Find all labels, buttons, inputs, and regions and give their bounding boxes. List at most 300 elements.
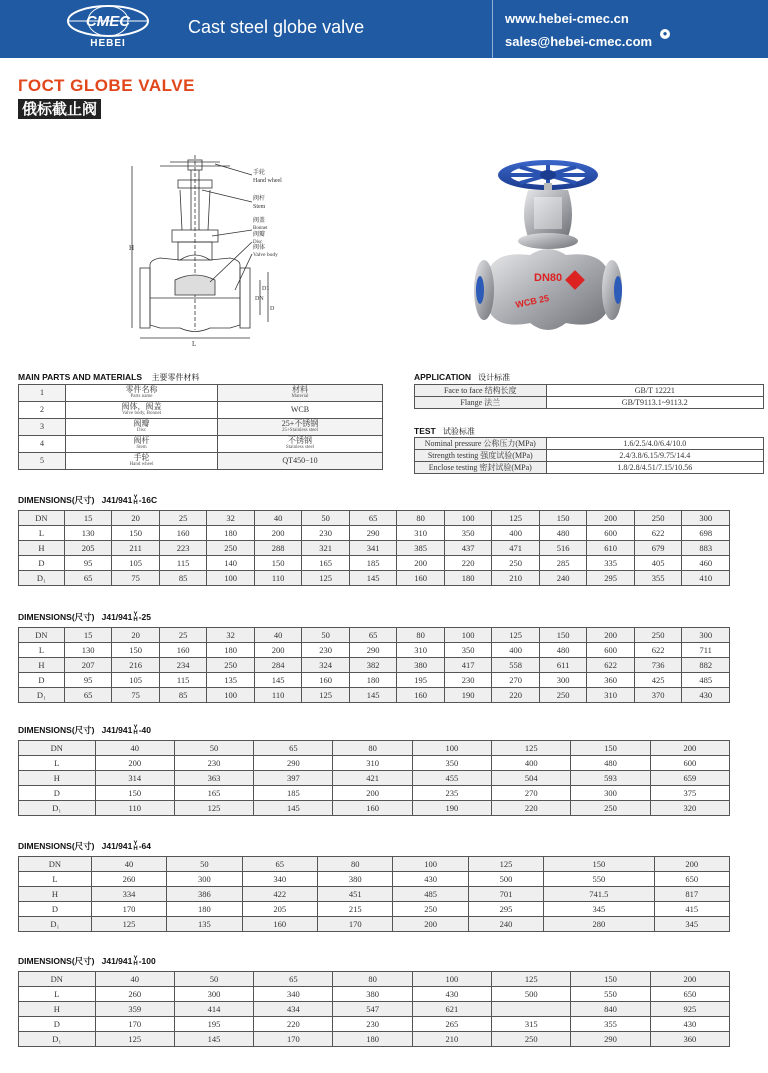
table-cell: 100 bbox=[444, 511, 492, 526]
parts-row bbox=[19, 385, 383, 402]
dimensions-heading bbox=[18, 724, 151, 736]
table-cell: 315 bbox=[492, 1017, 571, 1032]
parts-heading bbox=[18, 372, 199, 383]
table-cell: 340 bbox=[254, 987, 333, 1002]
parts-mat-en: Stainless steel bbox=[285, 445, 315, 450]
table-row bbox=[19, 771, 730, 786]
table-cell: 310 bbox=[397, 643, 445, 658]
table-cell: 295 bbox=[587, 571, 635, 586]
table-cell: 622 bbox=[634, 526, 682, 541]
dimensions-pressure: -64 bbox=[138, 841, 151, 851]
table-cell: 250 bbox=[539, 688, 587, 703]
table-cell: 50 bbox=[302, 511, 350, 526]
table-cell: 211 bbox=[112, 541, 160, 556]
parts-mat-cell bbox=[218, 385, 383, 402]
table-cell: 150 bbox=[571, 972, 650, 987]
table-cell: 550 bbox=[544, 872, 654, 887]
table-cell: 230 bbox=[174, 756, 253, 771]
table-cell: 314 bbox=[95, 771, 174, 786]
parts-mat: 不锈钢 bbox=[288, 436, 312, 445]
table-cell: 150 bbox=[571, 741, 650, 756]
parts-name: 阀体，阀盖 bbox=[121, 402, 162, 411]
table-cell: 280 bbox=[544, 917, 654, 932]
dimensions-sup: Y bbox=[133, 494, 138, 501]
table-cell: 250 bbox=[634, 511, 682, 526]
table-cell: 288 bbox=[254, 541, 302, 556]
dimensions-model: J41/941 bbox=[101, 725, 133, 735]
table-cell: 50 bbox=[174, 741, 253, 756]
table-cell: 130 bbox=[64, 526, 112, 541]
table-cell: 434 bbox=[254, 1002, 333, 1017]
table-cell: 370 bbox=[634, 688, 682, 703]
table-cell: 300 bbox=[539, 673, 587, 688]
table-cell: 190 bbox=[412, 801, 491, 816]
table-cell: 622 bbox=[587, 658, 635, 673]
website-link[interactable]: www.hebei-cmec.cn bbox=[505, 11, 629, 26]
table-row bbox=[19, 673, 730, 688]
parts-name: 阀杆 bbox=[133, 436, 150, 445]
table-cell: 160 bbox=[397, 571, 445, 586]
dimensions-sup: Y bbox=[133, 724, 138, 731]
dimensions-model-suffix bbox=[133, 957, 137, 967]
table-cell: 290 bbox=[349, 526, 397, 541]
test-key: Nominal pressure 公称压力(MPa) bbox=[415, 438, 547, 450]
table-cell: 600 bbox=[587, 526, 635, 541]
table-cell: 65 bbox=[254, 741, 333, 756]
table-cell: 40 bbox=[254, 511, 302, 526]
row-header: DN bbox=[19, 741, 96, 756]
table-cell: 321 bbox=[302, 541, 350, 556]
table-cell: 20 bbox=[112, 511, 160, 526]
table-cell: 320 bbox=[650, 801, 729, 816]
table-cell: 679 bbox=[634, 541, 682, 556]
table-row bbox=[19, 511, 730, 526]
table-row bbox=[19, 628, 730, 643]
parts-no: 1 bbox=[19, 385, 66, 402]
table-row bbox=[19, 1017, 730, 1032]
parts-no: 2 bbox=[19, 402, 66, 419]
table-cell: 150 bbox=[539, 628, 587, 643]
table-cell: 150 bbox=[95, 786, 174, 801]
table-cell: 430 bbox=[682, 688, 730, 703]
table-cell: 160 bbox=[302, 673, 350, 688]
row-header: H bbox=[19, 771, 96, 786]
table-cell: 240 bbox=[539, 571, 587, 586]
table-row bbox=[19, 1032, 730, 1047]
table-cell: 290 bbox=[254, 756, 333, 771]
row-header: H bbox=[19, 541, 65, 556]
table-cell: 250 bbox=[393, 902, 468, 917]
test-value: 1.8/2.8/4.51/7.15/10.56 bbox=[546, 462, 763, 474]
table-cell: 363 bbox=[174, 771, 253, 786]
table-cell: 471 bbox=[492, 541, 540, 556]
table-cell: 250 bbox=[634, 628, 682, 643]
table-cell: 80 bbox=[397, 628, 445, 643]
table-cell: 290 bbox=[349, 643, 397, 658]
parts-row bbox=[19, 419, 383, 436]
table-cell: 310 bbox=[333, 756, 412, 771]
table-cell: 430 bbox=[393, 872, 468, 887]
table-cell: 180 bbox=[207, 526, 255, 541]
table-cell: 125 bbox=[174, 801, 253, 816]
table-cell: 260 bbox=[91, 872, 166, 887]
table-cell: 215 bbox=[318, 902, 393, 917]
table-row bbox=[19, 571, 730, 586]
parts-mat-cell bbox=[218, 402, 383, 419]
application-value: GB/T 12221 bbox=[546, 385, 763, 397]
table-cell: 417 bbox=[444, 658, 492, 673]
table-cell: 350 bbox=[444, 643, 492, 658]
table-cell: 300 bbox=[167, 872, 242, 887]
table-row bbox=[19, 658, 730, 673]
table-cell: 817 bbox=[654, 887, 729, 902]
table-cell: 300 bbox=[682, 628, 730, 643]
table-cell: 260 bbox=[95, 987, 174, 1002]
row-header: DN bbox=[19, 972, 96, 987]
row-header: L bbox=[19, 756, 96, 771]
table-cell: 180 bbox=[333, 1032, 412, 1047]
table-cell: 375 bbox=[650, 786, 729, 801]
table-cell: 40 bbox=[254, 628, 302, 643]
table-cell: 195 bbox=[174, 1017, 253, 1032]
dimensions-model: J41/941 bbox=[101, 956, 133, 966]
row-header: D₁ bbox=[19, 801, 96, 816]
table-cell: 250 bbox=[492, 1032, 571, 1047]
table-cell: 205 bbox=[242, 902, 317, 917]
table-cell: 216 bbox=[112, 658, 160, 673]
table-cell: 150 bbox=[544, 857, 654, 872]
table-cell: 840 bbox=[571, 1002, 650, 1017]
table-cell: 210 bbox=[412, 1032, 491, 1047]
table-cell: 480 bbox=[571, 756, 650, 771]
table-cell: 50 bbox=[174, 972, 253, 987]
dimensions-sub: H bbox=[133, 845, 138, 852]
parts-no: 3 bbox=[19, 419, 66, 436]
table-cell: 386 bbox=[167, 887, 242, 902]
row-header: D bbox=[19, 673, 65, 688]
row-header: D₁ bbox=[19, 571, 65, 586]
table-cell: 380 bbox=[318, 872, 393, 887]
dimensions-sub: H bbox=[133, 729, 138, 736]
table-cell: 359 bbox=[95, 1002, 174, 1017]
table-cell: 150 bbox=[112, 526, 160, 541]
row-header: D bbox=[19, 556, 65, 571]
table-cell: 600 bbox=[650, 756, 729, 771]
table-cell: 160 bbox=[242, 917, 317, 932]
table-cell: 701 bbox=[468, 887, 543, 902]
table-cell: 355 bbox=[634, 571, 682, 586]
dimensions-model: J41/941 bbox=[101, 841, 133, 851]
table-cell: 485 bbox=[682, 673, 730, 688]
row-header: D bbox=[19, 786, 96, 801]
table-cell: 400 bbox=[492, 756, 571, 771]
dim-label-dn: DN bbox=[255, 296, 264, 302]
parts-row bbox=[19, 436, 383, 453]
dimensions-sup: Y bbox=[133, 840, 138, 847]
table-cell: 160 bbox=[159, 643, 207, 658]
table-row bbox=[19, 987, 730, 1002]
table-cell: 185 bbox=[254, 786, 333, 801]
email-link[interactable]: sales@hebei-cmec.com bbox=[505, 34, 653, 49]
parts-name-en: Hand wheel bbox=[129, 462, 154, 467]
dimensions-table bbox=[18, 971, 730, 1047]
test-value: 2.4/3.8/6.15/9.75/14.4 bbox=[546, 450, 763, 462]
table-cell: 145 bbox=[349, 688, 397, 703]
table-cell: 230 bbox=[333, 1017, 412, 1032]
table-cell: 600 bbox=[587, 643, 635, 658]
table-cell: 32 bbox=[207, 511, 255, 526]
logo-text: HEBEI bbox=[90, 38, 126, 49]
row-header: DN bbox=[19, 511, 65, 526]
table-cell: 430 bbox=[412, 987, 491, 1002]
table-cell: 220 bbox=[254, 1017, 333, 1032]
label-stem-en: Stem bbox=[253, 204, 266, 210]
dot-icon: ● bbox=[660, 29, 670, 39]
dimensions-heading bbox=[18, 840, 151, 852]
table-cell: 250 bbox=[492, 556, 540, 571]
page-title-cn: 俄标截止阀 bbox=[18, 99, 101, 119]
row-header: D₁ bbox=[19, 688, 65, 703]
table-cell: 650 bbox=[650, 987, 729, 1002]
table-row bbox=[19, 756, 730, 771]
label-bonnet-en: Bonnet bbox=[253, 226, 268, 231]
table-row bbox=[19, 872, 730, 887]
parts-mat: 25+不锈钢 bbox=[281, 419, 319, 428]
table-cell: 110 bbox=[95, 801, 174, 816]
table-cell: 65 bbox=[64, 571, 112, 586]
parts-mat-cell bbox=[218, 419, 383, 436]
table-cell: 341 bbox=[349, 541, 397, 556]
table-row bbox=[19, 786, 730, 801]
table-cell: 145 bbox=[174, 1032, 253, 1047]
table-cell: 270 bbox=[492, 786, 571, 801]
dimensions-table bbox=[18, 627, 730, 703]
row-header: L bbox=[19, 526, 65, 541]
table-cell: 65 bbox=[349, 511, 397, 526]
application-title: APPLICATION bbox=[414, 372, 471, 382]
table-cell: 50 bbox=[302, 628, 350, 643]
table-cell: 210 bbox=[492, 571, 540, 586]
dimensions-sup: Y bbox=[133, 611, 138, 618]
table-cell: 115 bbox=[159, 556, 207, 571]
dim-label-d: D bbox=[270, 306, 275, 312]
table-cell: 145 bbox=[349, 571, 397, 586]
table-cell: 334 bbox=[91, 887, 166, 902]
table-cell: 741.5 bbox=[544, 887, 654, 902]
table-cell: 736 bbox=[634, 658, 682, 673]
parts-name: 手轮 bbox=[133, 453, 150, 462]
table-cell: 925 bbox=[650, 1002, 729, 1017]
table-cell: 223 bbox=[159, 541, 207, 556]
table-cell: 110 bbox=[254, 688, 302, 703]
dimensions-label: DIMENSIONS(尺寸) bbox=[18, 725, 95, 735]
dimensions-table bbox=[18, 510, 730, 586]
table-cell: 485 bbox=[393, 887, 468, 902]
table-cell: 65 bbox=[242, 857, 317, 872]
table-cell: 125 bbox=[468, 857, 543, 872]
dimensions-pressure: -25 bbox=[138, 612, 151, 622]
table-cell: 40 bbox=[91, 857, 166, 872]
table-cell: 711 bbox=[682, 643, 730, 658]
table-cell: 455 bbox=[412, 771, 491, 786]
table-cell: 125 bbox=[492, 741, 571, 756]
row-header: L bbox=[19, 643, 65, 658]
table-cell: 414 bbox=[174, 1002, 253, 1017]
table-cell: 547 bbox=[333, 1002, 412, 1017]
table-cell: 105 bbox=[112, 673, 160, 688]
table-cell: 200 bbox=[654, 857, 729, 872]
table-cell: 250 bbox=[207, 658, 255, 673]
table-cell: 451 bbox=[318, 887, 393, 902]
dimensions-sub: H bbox=[133, 960, 138, 967]
table-cell: 170 bbox=[254, 1032, 333, 1047]
test-row bbox=[415, 438, 764, 450]
test-key: Strength testing 强度试验(MPa) bbox=[415, 450, 547, 462]
row-header: D bbox=[19, 1017, 96, 1032]
table-cell: 125 bbox=[91, 917, 166, 932]
table-cell: 145 bbox=[254, 673, 302, 688]
parts-name-cell bbox=[66, 402, 218, 419]
dim-label-h: H bbox=[129, 244, 135, 252]
application-heading bbox=[414, 372, 510, 383]
test-key: Enclose testing 密封试验(MPa) bbox=[415, 462, 547, 474]
dimensions-label: DIMENSIONS(尺寸) bbox=[18, 495, 95, 505]
table-cell: 360 bbox=[587, 673, 635, 688]
table-cell: 190 bbox=[444, 688, 492, 703]
table-cell: 400 bbox=[492, 526, 540, 541]
parts-no: 5 bbox=[19, 453, 66, 470]
parts-mat-cell bbox=[218, 436, 383, 453]
table-row bbox=[19, 1002, 730, 1017]
table-cell: 405 bbox=[634, 556, 682, 571]
table-cell: 650 bbox=[654, 872, 729, 887]
table-cell: 160 bbox=[159, 526, 207, 541]
table-cell: 85 bbox=[159, 688, 207, 703]
application-row bbox=[415, 385, 764, 397]
table-cell: 100 bbox=[444, 628, 492, 643]
table-cell: 400 bbox=[492, 643, 540, 658]
parts-row bbox=[19, 453, 383, 470]
table-cell: 500 bbox=[492, 987, 571, 1002]
table-cell: 883 bbox=[682, 541, 730, 556]
table-cell: 285 bbox=[539, 556, 587, 571]
table-cell: 80 bbox=[397, 511, 445, 526]
dimensions-model-suffix bbox=[133, 842, 137, 852]
label-disc-en: Disc bbox=[253, 240, 263, 245]
table-cell: 220 bbox=[492, 801, 571, 816]
table-cell: 345 bbox=[654, 917, 729, 932]
dimensions-sup: Y bbox=[133, 955, 138, 962]
table-cell: 140 bbox=[207, 556, 255, 571]
dimensions-table bbox=[18, 740, 730, 816]
row-header: D₁ bbox=[19, 1032, 96, 1047]
table-cell: 516 bbox=[539, 541, 587, 556]
table-cell: 230 bbox=[302, 526, 350, 541]
table-cell: 125 bbox=[492, 972, 571, 987]
table-cell: 335 bbox=[587, 556, 635, 571]
technical-drawing bbox=[120, 150, 320, 350]
table-cell: 160 bbox=[333, 801, 412, 816]
label-body-en: Valve body bbox=[253, 252, 278, 258]
table-cell: 504 bbox=[492, 771, 571, 786]
table-cell: 50 bbox=[167, 857, 242, 872]
table-cell: 460 bbox=[682, 556, 730, 571]
table-cell: 100 bbox=[393, 857, 468, 872]
table-cell: 250 bbox=[571, 801, 650, 816]
logo-brand: CMEC bbox=[85, 13, 131, 30]
table-cell: 40 bbox=[95, 741, 174, 756]
table-cell: 125 bbox=[302, 688, 350, 703]
dimensions-label: DIMENSIONS(尺寸) bbox=[18, 612, 95, 622]
parts-mat: 材料 bbox=[292, 385, 308, 394]
table-cell: 180 bbox=[167, 902, 242, 917]
row-header: H bbox=[19, 658, 65, 673]
dimensions-model-suffix bbox=[133, 726, 137, 736]
label-bonnet-cn: 阀盖 bbox=[253, 217, 266, 224]
table-cell: 310 bbox=[397, 526, 445, 541]
table-cell: 360 bbox=[650, 1032, 729, 1047]
table-cell: 397 bbox=[254, 771, 333, 786]
table-cell: 382 bbox=[349, 658, 397, 673]
table-cell: 611 bbox=[539, 658, 587, 673]
dimensions-heading bbox=[18, 955, 156, 967]
valve-photo bbox=[470, 155, 630, 345]
dimensions-table bbox=[18, 856, 730, 932]
table-cell: 284 bbox=[254, 658, 302, 673]
row-header: L bbox=[19, 987, 96, 1002]
parts-name: 零件名称 bbox=[125, 385, 158, 394]
table-row bbox=[19, 801, 730, 816]
parts-no: 4 bbox=[19, 436, 66, 453]
dimensions-sub: H bbox=[133, 616, 138, 623]
table-cell: 230 bbox=[444, 673, 492, 688]
table-cell: 410 bbox=[682, 571, 730, 586]
header-title: Cast steel globe valve bbox=[188, 17, 365, 37]
table-cell: 150 bbox=[254, 556, 302, 571]
table-cell: 610 bbox=[587, 541, 635, 556]
table-cell: 480 bbox=[539, 643, 587, 658]
header-banner bbox=[0, 0, 768, 58]
table-cell: 110 bbox=[254, 571, 302, 586]
dimensions-pressure: -40 bbox=[138, 725, 151, 735]
table-cell: 170 bbox=[91, 902, 166, 917]
label-disc-cn: 阀瓣 bbox=[253, 231, 266, 238]
table-row bbox=[19, 917, 730, 932]
table-cell: 95 bbox=[64, 556, 112, 571]
parts-name-en: Parts name bbox=[130, 394, 153, 399]
table-cell: 32 bbox=[207, 628, 255, 643]
photo-mark-wcb: WCB 25 bbox=[514, 293, 550, 310]
table-cell: 350 bbox=[444, 526, 492, 541]
header-divider bbox=[492, 0, 493, 58]
label-body-cn: 阀体 bbox=[253, 244, 266, 251]
label-handwheel-en: Hand wheel bbox=[253, 178, 282, 184]
table-cell: 135 bbox=[207, 673, 255, 688]
parts-name-en: Valve body, Bonnet bbox=[121, 411, 162, 416]
table-cell: 130 bbox=[64, 643, 112, 658]
parts-name-en: Disc bbox=[136, 428, 147, 433]
table-cell: 310 bbox=[587, 688, 635, 703]
label-handwheel-cn: 手轮 bbox=[253, 169, 266, 176]
table-cell bbox=[492, 1002, 571, 1017]
test-row bbox=[415, 450, 764, 462]
dimensions-label: DIMENSIONS(尺寸) bbox=[18, 956, 95, 966]
parts-mat: WCB bbox=[290, 405, 310, 414]
table-cell: 160 bbox=[397, 688, 445, 703]
test-title-cn: 试验标准 bbox=[442, 427, 475, 436]
row-header: DN bbox=[19, 628, 65, 643]
table-cell: 165 bbox=[302, 556, 350, 571]
